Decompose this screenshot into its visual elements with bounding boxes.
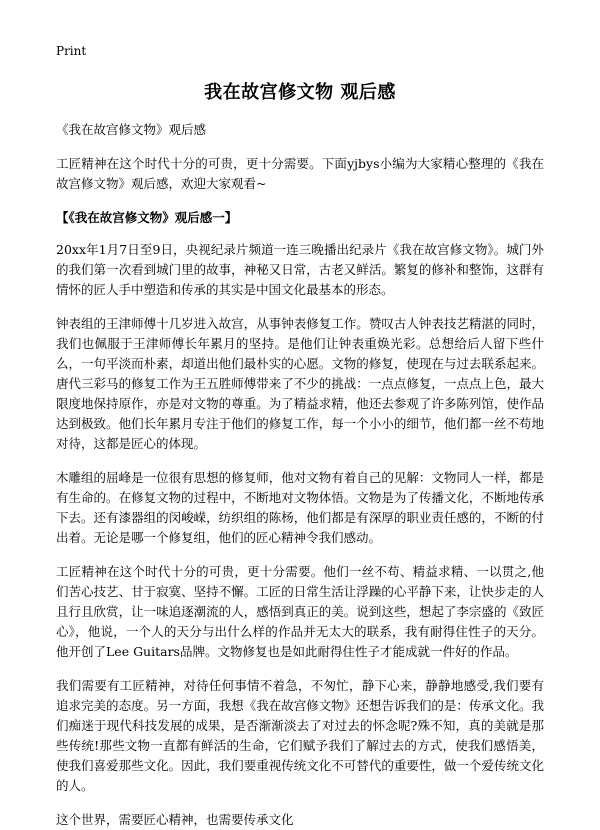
print-label: Print — [56, 44, 87, 58]
subtitle: 《我在故宫修文物》观后感 — [56, 122, 207, 137]
intro-paragraph: 工匠精神在这个时代十分的可贵，更十分需要。下面yjbys小编为大家精心整理的《我在故宫修文物》观后感，欢迎大家观看~ — [56, 156, 544, 191]
body-paragraph-4: 工匠精神在这个时代十分的可贵，更十分需要。他们一丝不苟、精益求精、一以贯之,他们苦心技艺、甘于寂寞、坚持不懈。工匠的日常生活让浮躁的心平静下来，让快步走的人且行且欣赏，让一味追逐潮流的人，感悟到真正的美。说到这些，想起了李宗盛的《致匠心》，他说，一个人的天分与出什么样的作品并无太大的联系，我有耐得住性子的天分。他开创了Lee Guitars品牌。文物修复也是如此耐得住性子才能成就一件好的作品。 — [56, 564, 544, 659]
page-title: 我在故宫修文物 观后感 — [204, 82, 396, 103]
body-paragraph-3: 木雕组的屈峰是一位很有思想的修复师，他对文物有着自己的见解：文物同人一样，都是有生命的。在修复文物的过程中，不断地对文物体悟。文物是为了传播文化，不断地传承下去。还有漆器组的闵峻嵘，纺织组的陈杨，他们都是有深厚的职业责任感的，不断的付出着。无论是哪一个修复组，他们的匠心精神令我们感动。 — [56, 470, 544, 545]
section-heading: 【《我在故宫修文物》观后感一】 — [56, 210, 238, 225]
body-paragraph-5: 我们需要有工匠精神，对待任何事情不着急，不匆忙，静下心来，静静地感受,我们要有追求完美的态度。另一方面，我想《我在故宫修文物》还想告诉我们的是：传承文化。我们痴迷于现代科技发展的成果，是否渐渐淡去了对过去的怀念呢?殊不知，真的美就是那些传统!那些文物一直都有鲜活的生命，它们赋予我们了解过去的方式，使我们感悟美，使我们喜爱那些文化。因此，我们要重视传统文化不可替代的重要性，做一个爱传统文化的人。 — [56, 678, 544, 793]
body-paragraph-2: 钟表组的王津师傅十几岁进入故宫，从事钟表修复工作。赞叹古人钟表技艺精湛的同时，我们也佩服于王津师傅长年累月的坚持。是他们让钟表重焕光彩。总想给后人留下些什么，一句平淡而朴素，却道出他们最朴实的心愿。文物的修复，使现在与过去联系起来。唐代三彩马的修复工作为王五胜师傅带来了不少的挑战：一点点修复，一点点上色，最大限度地保持原作，亦是对文物的尊重。为了精益求精，他还去参观了许多陈列馆，使作品达到极致。他们长年累月专注于他们的修复工作，每一个小小的细节，他们都一丝不苟地对待，这都是匠心的体现。 — [56, 316, 544, 451]
body-paragraph-6: 这个世界，需要匠心精神，也需要传承文化 — [56, 812, 294, 827]
body-paragraph-1: 20xx年1月7日至9日，央视纪录片频道一连三晚播出纪录片《我在故宫修文物》。城门外的我们第一次看到城门里的故事，神秘又日常，古老又鲜活。繁复的修补和整饰，这群有情怀的匠人手中塑造和传承的其实是中国文化最基本的形态。 — [56, 242, 544, 297]
